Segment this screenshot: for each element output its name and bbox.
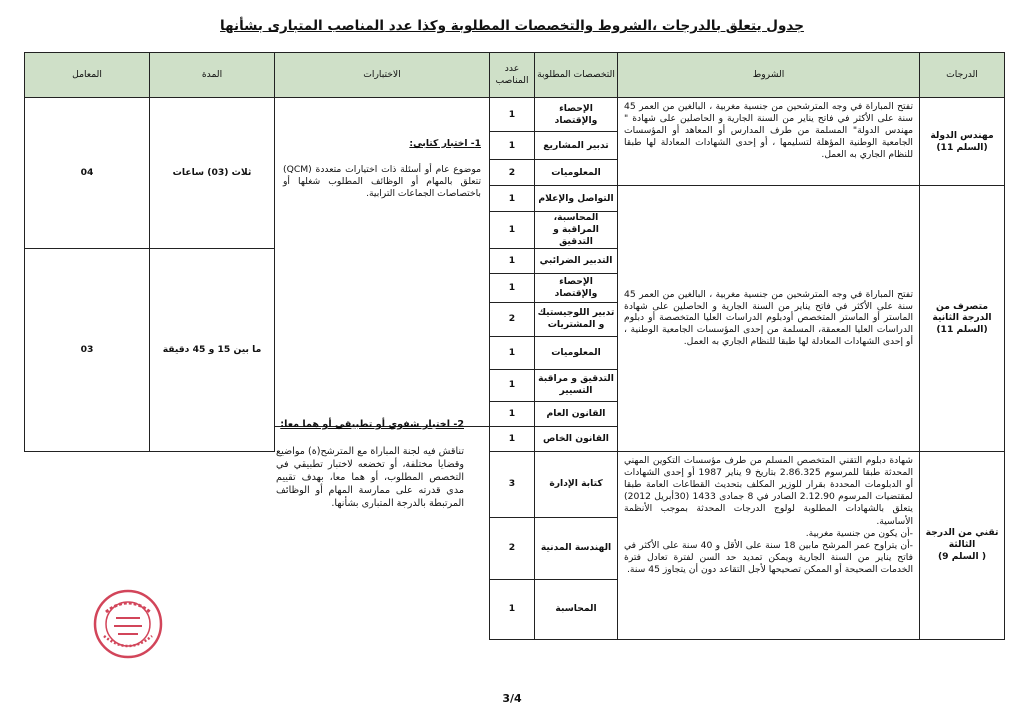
posts-cell: 2 <box>490 302 535 336</box>
specialty-cell: التدقيق و مراقبة التسيير <box>535 369 618 401</box>
specialty-cell: المعلوميات <box>535 160 618 186</box>
header-coefficient: المعامل <box>25 53 150 98</box>
conditions-cell: تفتح المباراة في وجه المترشحين من جنسية مغربية ، البالغين من العمر 45 سنة على الأكثر في فاتح يناير من السنة الجارية و الحاصلين على شهادة " مهندس الدولة" المسلمة من طرف المدارس أو المعاهد أو المؤسسات الجامعية الوطنية المؤهلة لتسليمها ، أو إحدى الشهادات المعادلة لها طبقا للنظام الجاري به العمل. <box>618 98 920 186</box>
grade-scale: ( السلم 9) <box>937 551 987 563</box>
posts-cell: 1 <box>490 212 535 249</box>
grade-name: متصرف من الدرجة الثانية <box>932 300 992 324</box>
posts-cell: 2 <box>490 160 535 186</box>
specialty-cell: المحاسبة، المراقبة و التدقيق <box>535 212 618 249</box>
grade-cell <box>920 186 1005 452</box>
grade-cell <box>920 451 1005 639</box>
table-row <box>25 98 1005 132</box>
posts-cell: 1 <box>490 401 535 426</box>
specialty-cell: المحاسبة <box>535 579 618 639</box>
page-number: 3/4 <box>502 692 522 705</box>
conditions-cell: تفتح المباراة في وجه المترشحين من جنسية مغربية ، البالغين من العمر 45 سنة على الأكثر في فاتح يناير من السنة الجارية و الحاصلين على شهادة الماستر أو الماستر المتخصص أودبلوم الدراسات العليا المتخصصة أو دبلوم الدراسات العليا المعمقة، المسلمة من إحدى المؤسسات الجامعية الوطنية ، أو إحدى الشهادات المعادلة لها طبقا للنظام الجاري به العمل. <box>618 186 920 452</box>
duration-cell: ثلاث (03) ساعات <box>150 98 275 249</box>
specialty-cell: القانون الخاص <box>535 426 618 451</box>
header-exams: الاختبارات <box>275 53 490 98</box>
grades-table <box>24 52 1005 640</box>
header-duration: المدة <box>150 53 275 98</box>
oral-exam-block <box>276 418 464 510</box>
posts-cell: 1 <box>490 132 535 160</box>
header-grade: الدرجات <box>920 53 1005 98</box>
oral-exam-text: تناقش فيه لجنة المباراة مع المترشح(ة) مواضيع وقضايا مختلفة، أو تخضعه لاختبار تطبيقي في التخصص المطلوب، أو هما معا، بهدف تقييم مدى قدرته على ممارسة المهام أو الوظائف المرتبطة بالدرجة المتبارى بشأنها. <box>276 446 464 510</box>
duration-cell: ما بين 15 و 45 دقيقة <box>150 248 275 451</box>
specialty-cell: الإحصاء والإقتصاد <box>535 98 618 132</box>
condition-nationality: -أن يكون من جنسية مغربية. <box>805 527 913 539</box>
posts-cell: 1 <box>490 426 535 451</box>
specialty-cell: المعلوميات <box>535 336 618 369</box>
written-exam-text: موضوع عام أو أسئلة ذات اختيارات متعددة (QCM) تتعلق بالمهام أو الوظائف المطلوب شغلها أو باختصاصات الجماعات الترابية. <box>283 163 481 199</box>
specialty-cell: كتابة الإدارة <box>535 451 618 517</box>
table-row <box>25 451 1005 517</box>
conditions-cell <box>618 451 920 639</box>
page-title: جدول يتعلق بالدرجات ،الشروط والتخصصات المطلوبة وكذا عدد المناصب المتبارى بشأنها <box>220 18 804 34</box>
specialty-cell: التدبير الضرائبي <box>535 248 618 273</box>
grade-scale: (السلم 11) <box>936 141 988 153</box>
posts-cell: 1 <box>490 579 535 639</box>
oral-exam-heading: 2- اختبار شفوي أو تطبيقي أو هما معا: <box>280 419 464 430</box>
posts-cell: 1 <box>490 336 535 369</box>
specialty-cell: تدبير المشاريع <box>535 132 618 160</box>
written-exam-cell <box>275 98 490 427</box>
condition-diploma: شهادة دبلوم التقني المتخصص المسلم من طرف مؤسسات التكوين المهني المحدثة طبقا للمرسوم 2.86.325 بتاريخ 9 يناير 1987 أو إحدى الشهادات أو الدبلومات المحددة بقرار للوزير المكلف بتحديث القطاعات العامة طبقا لمقتضيات المرسوم 2.12.90 الصادر في 8 جمادى 1433 (30أبريل 2012) يتعلق بالشهادات المطلوبة لولوج الدرجات المحدثة بموجب الأنظمة الأساسية. <box>624 454 913 527</box>
table-header-row <box>25 53 1005 98</box>
grade-cell <box>920 98 1005 186</box>
posts-cell: 1 <box>490 369 535 401</box>
grade-name: مهندس الدولة <box>930 129 994 141</box>
header-conditions: الشروط <box>618 53 920 98</box>
coefficient-cell: 03 <box>25 248 150 451</box>
header-specialties: التخصصات المطلوبة <box>535 53 618 98</box>
grade-scale: (السلم 11) <box>936 324 988 336</box>
posts-cell: 2 <box>490 517 535 579</box>
posts-cell: 1 <box>490 273 535 302</box>
specialty-cell: الإحصاء والإقتصاد <box>535 273 618 302</box>
specialty-cell: القانون العام <box>535 401 618 426</box>
specialty-cell: تدبير اللوجيستيك و المشتريات <box>535 302 618 336</box>
posts-cell: 1 <box>490 186 535 212</box>
official-stamp <box>92 588 164 660</box>
posts-cell: 3 <box>490 451 535 517</box>
posts-cell: 1 <box>490 98 535 132</box>
coefficient-cell: 04 <box>25 98 150 249</box>
grade-name: تقني من الدرجة الثالثة <box>925 527 999 551</box>
specialty-cell: التواصل والإعلام <box>535 186 618 212</box>
written-exam-heading: 1- اختبار كتابي: <box>409 138 481 149</box>
condition-age: -أن يتراوح عمر المرشح مابين 18 سنة على الأقل و 40 سنة على الأكثر في فاتح يناير من السنة الجارية ويمكن تمديد حد السن لفترة تعادل فترة الخدمات الصحيحة أو الممكن تصحيحها لأجل التقاعد دون أن يتجاوز 45 سنة. <box>624 539 913 576</box>
specialty-cell: الهندسة المدنية <box>535 517 618 579</box>
header-posts: عدد المناصب <box>490 53 535 98</box>
posts-cell: 1 <box>490 248 535 273</box>
